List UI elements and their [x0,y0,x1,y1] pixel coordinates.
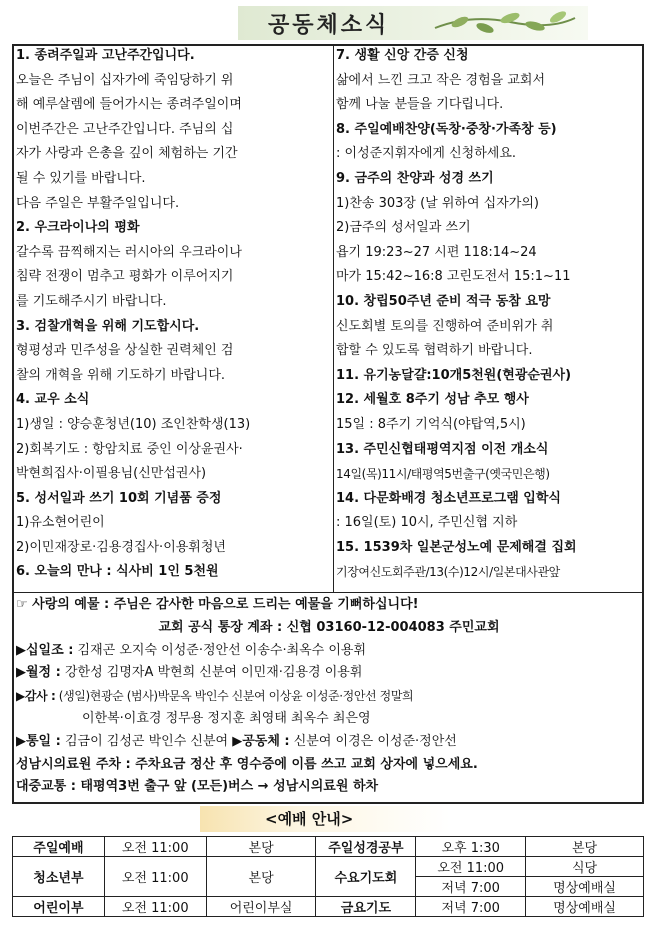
body-line: 박현희집사·이필용님(신만섭권사) [16,466,207,482]
section-heading: 9. 금주의 찬양과 성경 쓰기 [336,170,494,186]
section-heading: 3. 검찰개혁을 위해 기도합시다. [16,318,200,334]
table-row: 주일예배 오전 11:00 본당 주일성경공부 오후 1:30 본당 [13,837,644,857]
body-line: 자가 사랑과 은총을 깊이 체험하는 기간 [16,146,238,162]
section-heading: 7. 생활 신앙 간증 신청 [336,48,469,63]
section-divider [12,592,644,593]
donor-row-tithe: ▶십일조 : 김재곤 오지숙 이성준·정안선 이송수·최옥수 이용휘 [16,642,367,658]
body-line: 마가 15:42~16:8 고린도전서 15:1~11 [336,269,571,285]
offering-section [16,594,642,799]
section-heading: 6. 오늘의 만나 : 식사비 1인 5천원 [16,564,219,580]
body-line: 다음 주일은 부활주일입니다. [16,195,180,211]
parking-notice: 성남시의료원 주차 : 주차요금 정산 후 영수증에 이름 쓰고 교회 상자에 넣으세요. [16,756,478,772]
section-heading: 1. 종려주일과 고난주간입니다. [16,48,195,63]
body-line: 함께 나눌 분들을 기다립니다. [336,97,504,113]
section-heading: 13. 주민신협태평역지점 이전 개소식 [336,441,549,457]
body-line: : 16일(토) 10시, 주민신협 지하 [336,515,518,531]
body-line: : 이성준지휘자에게 신청하세요. [336,146,517,162]
right-column [336,44,642,585]
body-line: 를 기도해주시기 바랍니다. [16,293,167,309]
transit-notice: 대중교통 : 태평역3번 출구 앞 (모든)버스 → 성남시의료원 하차 [16,779,379,795]
table-row: 저녁 7:00 명상예배실 [13,877,644,897]
section-heading: 8. 주일예배찬양(독창·중창·가족창 등) [336,121,557,137]
body-line: 1)생일 : 양승훈청년(10) 조인찬학생(13) [16,416,251,432]
section-heading: 10. 창립50주년 준비 적극 동참 요망 [336,293,551,309]
body-line: 형평성과 민주성을 상실한 권력체인 검 [16,343,234,359]
body-line: 14일(목)11시/태평역5번출구(옛국민은행) [336,467,550,482]
donor-row-thanks: ▶감사 : (생일)현광순 (범사)박문옥 박인수 신분여 이상윤 이성준·정안선 정말희 [16,689,414,704]
donor-row-thanks-cont: 이한복·이효경 정무용 정지훈 최영태 최옥수 최은영 [82,710,371,726]
body-line: 15일 : 8주기 기억식(야탑역,5시) [336,416,526,432]
service-schedule-table [12,836,644,917]
section-heading: 5. 성서일과 쓰기 10회 기념품 증정 [16,490,222,506]
body-line: 해 예루살렘에 들어가시는 종려주일이며 [16,97,242,113]
body-line: 침략 전쟁이 멈추고 평화가 이루어지기 [16,269,234,285]
body-line: 신도회별 토의를 진행하여 준비위가 취 [336,318,554,334]
service-title: <예배 안내> [265,810,354,828]
body-line: 1)찬송 303장 (날 위하여 십자가의) [336,195,539,211]
body-line: 2)금주의 성서일과 쓰기 [336,220,471,236]
section-heading: 11. 유기농달걀:10개5천원(현광순권사) [336,367,572,383]
table-row: 어린이부 오전 11:00 어린이부실 금요기도 저녁 7:00 명상예배실 [13,897,644,917]
column-divider [333,44,334,592]
section-heading: 2. 우크라이나의 평화 [16,220,140,236]
body-line: 삶에서 느낀 크고 작은 경험을 교회서 [336,72,546,88]
body-line: 갈수록 끔찍해지는 러시아의 우크라이나 [16,244,242,260]
body-line: 1)유소현어린이 [16,515,105,531]
leaf-decoration-icon [430,8,580,40]
body-line: 될 수 있기를 바랍니다. [16,170,146,186]
body-line: 찰의 개혁을 위해 기도하기 바랍니다. [16,367,226,383]
body-line: 이번주간은 고난주간입니다. 주님의 십 [16,121,234,137]
section-heading: 14. 다문화배경 청소년프로그램 입학식 [336,490,561,506]
body-line: 기장여신도회주관/13(수)12시/일본대사관앞 [336,565,560,580]
account-info: 교회 공식 통장 계좌 : 신협 03160-12-004083 주민교회 [158,619,500,635]
left-column [16,44,331,585]
table-row: 청소년부 오전 11:00 본당 수요기도회 오전 11:00 식당 [13,857,644,877]
section-heading: 15. 1539차 일본군성노예 문제해결 집회 [336,539,577,555]
body-line: 2)이민재장로·김용경집사·이용휘청년 [16,539,226,555]
section-heading: 4. 교우 소식 [16,392,90,408]
body-line: 2)회복기도 : 항암치료 중인 이상윤권사· [16,441,243,457]
body-line: 합할 수 있도록 협력하기 바랍니다. [336,343,533,359]
body-line: 욥기 19:23~27 시편 118:14~24 [336,244,537,260]
donor-row-unity: ▶통일 : 김금이 김성곤 박인수 신분여 ▶공동체 : 신분여 이경은 이성준·정안선 [16,733,457,749]
page-title: 공동체소식 [268,13,390,38]
donor-row-monthly: ▶월정 : 강한성 김명자A 박현희 신분여 이민재·김용경 이용휘 [16,665,363,681]
offering-headline: ☞ 사랑의 예물 : 주님은 감사한 마음으로 드리는 예물을 기뻐하십니다! [16,597,419,612]
body-line: 오늘은 주님이 십자가에 죽임당하기 위 [16,72,234,88]
section-heading: 12. 세월호 8주기 성남 추모 행사 [336,392,529,408]
